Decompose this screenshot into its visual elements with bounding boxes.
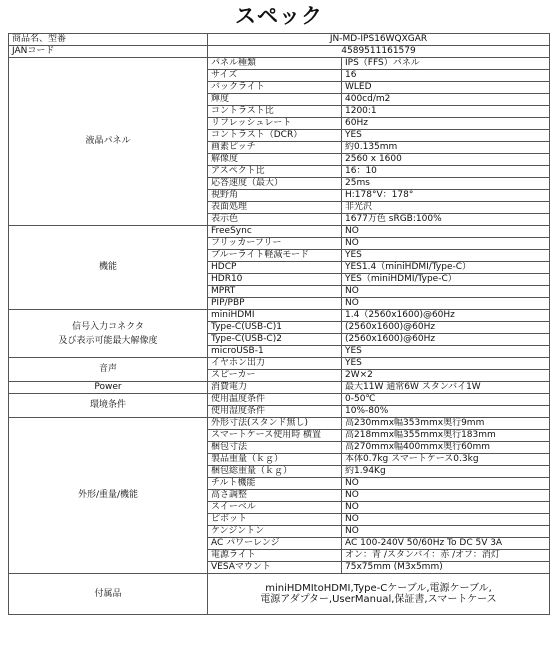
spec-label: HDR10 xyxy=(208,274,342,286)
header-row xyxy=(9,34,550,46)
spec-row xyxy=(9,358,550,370)
spec-value: 約0.135mm xyxy=(342,142,550,154)
spec-label: 使用温度条件 xyxy=(208,394,342,406)
spec-value: 16：10 xyxy=(342,166,550,178)
header-value: JN-MD-IPS16WQXGAR xyxy=(208,34,550,46)
spec-value: NO xyxy=(342,502,550,514)
spec-value: 1677万色 sRGB:100% xyxy=(342,214,550,226)
accessories-line: miniHDMItoHDMI,Type-Cケーブル,電源ケーブル, xyxy=(265,583,492,594)
category-cell xyxy=(9,310,208,358)
spec-value: NO xyxy=(342,298,550,310)
spec-label: スマートケース使用時 横置 xyxy=(208,430,342,442)
accessories-value xyxy=(208,574,550,615)
spec-row xyxy=(9,310,550,322)
spec-row xyxy=(9,394,550,406)
spec-value: 非光沢 xyxy=(342,202,550,214)
spec-value: NO xyxy=(342,478,550,490)
spec-value: オン：青 /スタンバイ：赤 /オフ：消灯 xyxy=(342,550,550,562)
spec-value: 1200:1 xyxy=(342,106,550,118)
spec-label: スイーベル xyxy=(208,502,342,514)
spec-label: 視野角 xyxy=(208,190,342,202)
spec-value: 25ms xyxy=(342,178,550,190)
spec-value: NO xyxy=(342,238,550,250)
spec-label: 画素ピッチ xyxy=(208,142,342,154)
spec-label: FreeSync xyxy=(208,226,342,238)
spec-value: YES xyxy=(342,130,550,142)
spec-value: NO xyxy=(342,526,550,538)
spec-label: HDCP xyxy=(208,262,342,274)
spec-row xyxy=(9,382,550,394)
header-row xyxy=(9,46,550,58)
spec-value: 高218mmx幅355mmx奥行183mm xyxy=(342,430,550,442)
spec-label: MPRT xyxy=(208,286,342,298)
spec-label: ケンジントン xyxy=(208,526,342,538)
spec-value: 約1.94Kg xyxy=(342,466,550,478)
spec-label: Type-C(USB-C)2 xyxy=(208,334,342,346)
spec-label: チルト機能 xyxy=(208,478,342,490)
category-cell: 環境条件 xyxy=(9,394,208,418)
spec-value: H:178°V：178° xyxy=(342,190,550,202)
spec-label: コントラスト（DCR） xyxy=(208,130,342,142)
spec-row xyxy=(9,58,550,70)
spec-value: 2560 x 1600 xyxy=(342,154,550,166)
spec-label: 使用湿度条件 xyxy=(208,406,342,418)
spec-value: 高270mmx幅400mmx奥行60mm xyxy=(342,442,550,454)
spec-table xyxy=(8,33,550,615)
spec-table-body xyxy=(9,34,550,615)
spec-label: 輝度 xyxy=(208,94,342,106)
spec-label: ブルーライト軽減モード xyxy=(208,250,342,262)
spec-label: 梱包寸法 xyxy=(208,442,342,454)
category-cell: 音声 xyxy=(9,358,208,382)
spec-label: サイズ xyxy=(208,70,342,82)
spec-label: PIP/PBP xyxy=(208,298,342,310)
spec-value: YES xyxy=(342,250,550,262)
spec-label: コントラスト比 xyxy=(208,106,342,118)
spec-value: AC 100-240V 50/60Hz To DC 5V 3A xyxy=(342,538,550,550)
spec-value: YES xyxy=(342,346,550,358)
spec-value: 10%-80% xyxy=(342,406,550,418)
spec-value: 最大11W 通常6W スタンバイ1W xyxy=(342,382,550,394)
category-cell: 外形/重量/機能 xyxy=(9,418,208,574)
spec-value: NO xyxy=(342,286,550,298)
category-label-line: 及び表示可能最大解像度 xyxy=(58,335,158,346)
spec-row xyxy=(9,418,550,430)
category-cell: Power xyxy=(9,382,208,394)
spec-label: 表面処理 xyxy=(208,202,342,214)
spec-label: AC パワーレンジ xyxy=(208,538,342,550)
spec-label: 消費電力 xyxy=(208,382,342,394)
spec-label: 外形寸法(スタンド無し) xyxy=(208,418,342,430)
spec-value: YES1.4（miniHDMI/Type-C） xyxy=(342,262,550,274)
spec-value: YES（miniHDMI/Type-C） xyxy=(342,274,550,286)
header-label: 商品名、型番 xyxy=(9,34,208,46)
spec-value: 本体0.7kg スマートケース0.3kg xyxy=(342,454,550,466)
spec-value: (2560x1600)@60Hz xyxy=(342,334,550,346)
spec-value: 60Hz xyxy=(342,118,550,130)
spec-label: スピーカー xyxy=(208,370,342,382)
spec-label: 応答速度（最大） xyxy=(208,178,342,190)
spec-value: 高230mmx幅353mmx奥行9mm xyxy=(342,418,550,430)
header-label: JANコード xyxy=(9,46,208,58)
category-cell: 液晶パネル xyxy=(9,58,208,226)
spec-value: 75x75mm (M3x5mm) xyxy=(342,562,550,574)
spec-label: VESAマウント xyxy=(208,562,342,574)
spec-label: 高さ調整 xyxy=(208,490,342,502)
spec-label: 梱包総重量（ｋｇ） xyxy=(208,466,342,478)
accessories-line: 電源アダプター,UserManual,保証書,スマートケース xyxy=(260,594,497,605)
spec-label: 解像度 xyxy=(208,154,342,166)
spec-value: NO xyxy=(342,490,550,502)
spec-label: フリッカーフリー xyxy=(208,238,342,250)
category-cell: 機能 xyxy=(9,226,208,310)
spec-label: リフレッシュレート xyxy=(208,118,342,130)
accessories-label: 付属品 xyxy=(9,574,208,615)
spec-value: 16 xyxy=(342,70,550,82)
spec-label: イヤホン出力 xyxy=(208,358,342,370)
spec-label: microUSB-1 xyxy=(208,346,342,358)
spec-label: 電源ライト xyxy=(208,550,342,562)
spec-value: NO xyxy=(342,514,550,526)
spec-value: 2W×2 xyxy=(342,370,550,382)
spec-value: 0-50℃ xyxy=(342,394,550,406)
accessories-row xyxy=(9,574,550,615)
spec-label: ピボット xyxy=(208,514,342,526)
spec-value: 1.4（2560x1600)@60Hz xyxy=(342,310,550,322)
spec-label: 製品重量（ｋｇ） xyxy=(208,454,342,466)
spec-value: YES xyxy=(342,358,550,370)
page-title: スペック xyxy=(235,4,323,28)
spec-label: Type-C(USB-C)1 xyxy=(208,322,342,334)
spec-value: 400cd/m2 xyxy=(342,94,550,106)
spec-value: WLED xyxy=(342,82,550,94)
spec-label: バックライト xyxy=(208,82,342,94)
spec-label: 表示色 xyxy=(208,214,342,226)
spec-value: IPS（FFS）パネル xyxy=(342,58,550,70)
spec-label: パネル種類 xyxy=(208,58,342,70)
category-label-line: 信号入力コネクタ xyxy=(72,321,144,332)
spec-value: (2560x1600)@60Hz xyxy=(342,322,550,334)
spec-label: miniHDMI xyxy=(208,310,342,322)
header-value: 4589511161579 xyxy=(208,46,550,58)
spec-label: アスペクト比 xyxy=(208,166,342,178)
spec-row xyxy=(9,226,550,238)
spec-value: NO xyxy=(342,226,550,238)
